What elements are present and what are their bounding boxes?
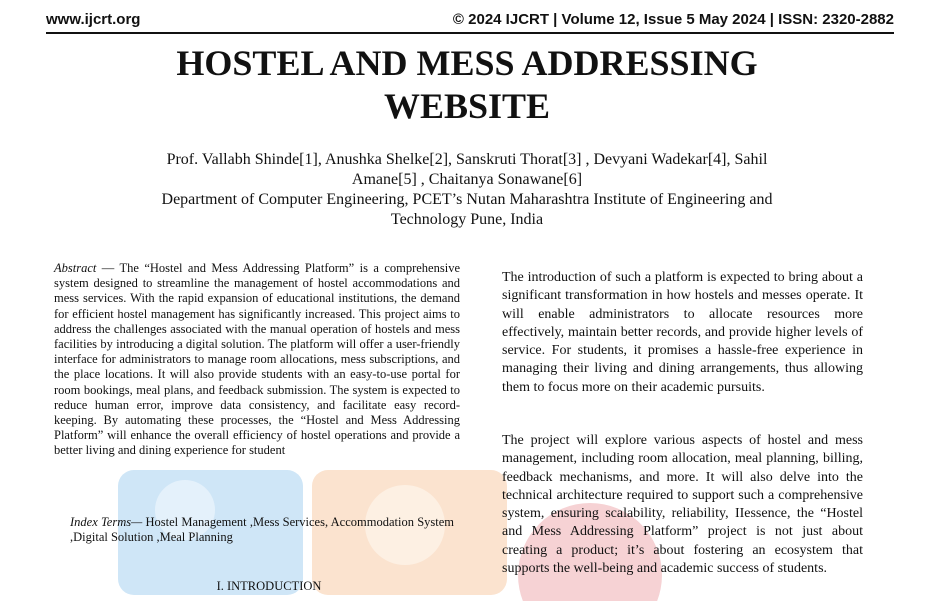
section-heading-introduction: I. INTRODUCTION [216, 579, 322, 593]
intro-paragraph-2: The project will explore various aspects of hostel and mess management, including room allocation, meal planning, billing, feedback mechanisms, and more. It will also delve into the technical architecture required to support such a comprehensive system, ensuring scalability, reliability, IIessence, the “Hostel and Mess Addressing Platform” project is not just about creating a product; it’s about fostering an ecosystem that supports the well-being and academic success of students. [502, 433, 863, 577]
paper-title-line-1: HOSTEL AND MESS ADDRESSING [176, 43, 758, 83]
abstract-text: — The “Hostel and Mess Addressing Platform” is a comprehensive system designed to streamline the management of hostel accommodations and mess services. With the rapid expansion of educational institutions, the demand for efficient hostel management has significantly increased. This project aims to address the challenges associated with the manual operation of hostels and mess facilities by introducing a digital solution. The platform will offer a user-friendly interface for administrators to manage room allocations, mess subscriptions, and the place locations. It will also provide students with an easy-to-use portal for room bookings, meal plans, and feedback submission. The system is expected to reduce human error, improve data consistency, and facilitate easy record-keeping. By automating these processes, the “Hostel and Mess Addressing Platform” will enhance the overall efficiency of hostel operations and provide a better living and dining experience for student [54, 261, 460, 458]
author-block [130, 150, 804, 230]
journal-citation: © 2024 IJCRT | Volume 12, Issue 5 May 2024 | ISSN: 2320-2882 [452, 11, 894, 28]
authors-line-1: Prof. Vallabh Shinde[1], Anushka Shelke[2], Sanskruti Thorat[3] , Devyani Wadekar[4], Sahil [166, 151, 768, 168]
abstract [54, 261, 460, 459]
paper-title-line-2: WEBSITE [383, 86, 551, 126]
index-terms [70, 515, 454, 545]
authors-line-2: Amane[5] , Chaitanya Sonawane[6] [351, 171, 583, 188]
affiliation-line-1: Department of Computer Engineering, PCET’s Nutan Maharashtra Institute of Engineering and [161, 191, 773, 208]
abstract-label: Abstract [54, 261, 97, 275]
journal-site: www.ijcrt.org [46, 11, 141, 28]
affiliation-line-2: Technology Pune, India [390, 211, 544, 228]
index-terms-label: Index Terms— [70, 515, 143, 529]
paper-title [0, 42, 934, 128]
page-header [46, 10, 894, 34]
index-terms-text: Hostel Management ,Mess Services, Accommodation System ,Digital Solution ,Meal Planning [70, 515, 455, 545]
intro-paragraph-1: The introduction of such a platform is expected to bring about a significant transformation in how hostels and messes operate. It will enable administrators to allocate resources more effectively, maintain better records, and provide higher levels of service. For students, it promises a hassle-free experience in managing their living and dining arrangements, thus allowing them to focus more on their academic pursuits. [502, 270, 863, 395]
